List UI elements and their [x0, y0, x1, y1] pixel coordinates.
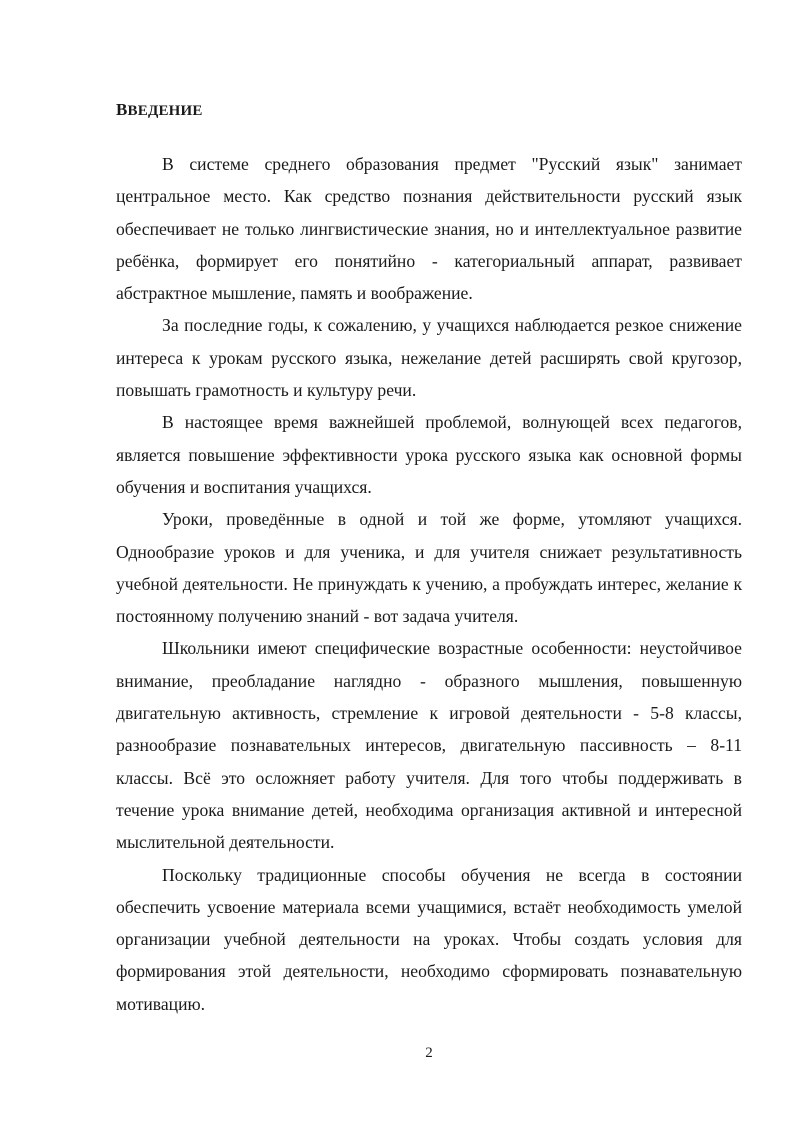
paragraph-1: В системе среднего образования предмет "Русский язык" занимает центральное место. Как средство познания действительности русский язык обеспечивает не только лингвистические знания, но и интеллектуальное развитие ребёнка, формирует его понятийно - категориальный аппарат, развивает абстрактное мышление, память и воображение.: [116, 154, 742, 304]
paragraph-6: Поскольку традиционные способы обучения не всегда в состоянии обеспечить усвоение материала всеми учащимися, встаёт необходимость умелой организации учебной деятельности на уроках. Чтобы создать условия для формирования этой деятельности, необходимо сформировать познавательную мотивацию.: [116, 864, 742, 1014]
heading-first-letter: В: [116, 100, 128, 119]
paragraph-2: За последние годы, к сожалению, у учащихся наблюдается резкое снижение интереса к урокам русского языка, нежелание детей расширять свой кругозор, повышать грамотность и культуру речи.: [116, 315, 742, 401]
heading-rest: ВЕДЕНИЕ: [127, 103, 203, 119]
body-text: [116, 148, 742, 1020]
section-heading: [116, 100, 203, 120]
paragraph-3: В настоящее время важнейшей проблемой, волнующей всех педагогов, является повышение эффективности урока русского языка как основной формы обучения и воспитания учащихся.: [116, 412, 742, 497]
paragraph-5: Школьники имеют специфические возрастные особенности: неустойчивое внимание, преобладание наглядно - образного мышления, повышенную двигательную активность, стремление к игровой деятельности - 5-8 классы, разнообразие познавательных интересов, двигательную пассивность – 8-11 классы. Всё это осложняет работу учителя. Для того чтобы поддерживать в течение урока внимание детей, необходима организация активной и интересной мыслительной деятельности.: [116, 638, 742, 853]
paragraph-4: Уроки, проведённые в одной и той же форме, утомляют учащихся. Однообразие уроков и для ученика, и для учителя снижает результативность учебной деятельности. Не принуждать к учению, а пробуждать интерес, желание к постоянному получению знаний - вот задача учителя.: [116, 509, 742, 627]
page-number: 2: [425, 1045, 433, 1061]
